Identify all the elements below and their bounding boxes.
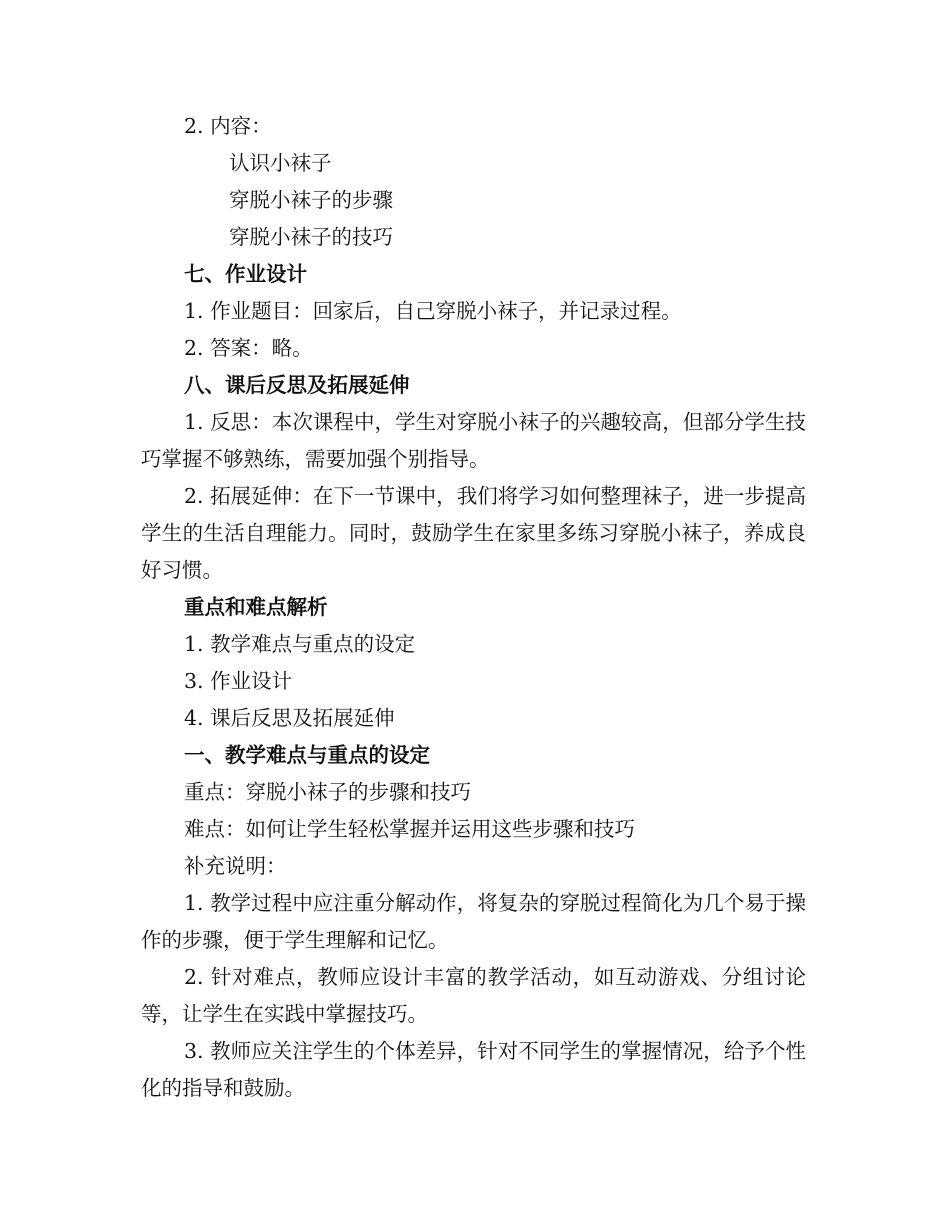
key-point: 重点：穿脱小袜子的步骤和技巧 xyxy=(184,780,471,804)
homework-item-1: 1. 作业题目：回家后，自己穿脱小袜子，并记录过程。 xyxy=(184,299,682,323)
supplement-heading: 补充说明： xyxy=(184,854,287,878)
analysis-heading: 重点和难点解析 xyxy=(184,595,328,619)
reflection-item-2: 2. 拓展延伸：在下一节课中，我们将学习如何整理袜子，进一步提高学生的生活自理能力。同时，鼓励学生在家里多练习穿脱小袜子，养成良好习惯。 xyxy=(141,484,806,582)
content-item-1: 认识小袜子 xyxy=(229,151,332,175)
section-8-heading: 八、课后反思及拓展延伸 xyxy=(184,373,410,397)
document-content xyxy=(141,108,806,1107)
content-item-3: 穿脱小袜子的技巧 xyxy=(229,225,393,249)
section-1-heading: 一、教学难点与重点的设定 xyxy=(184,743,430,767)
section-7-heading: 七、作业设计 xyxy=(184,262,307,286)
content-heading: 2. 内容： xyxy=(184,114,272,138)
difficult-point: 难点：如何让学生轻松掌握并运用这些步骤和技巧 xyxy=(184,817,635,841)
analysis-item-4: 4. 课后反思及拓展延伸 xyxy=(184,706,395,730)
analysis-item-3: 3. 作业设计 xyxy=(184,669,293,693)
reflection-item-1: 1. 反思：本次课程中，学生对穿脱小袜子的兴趣较高，但部分学生技巧掌握不够熟练，需要加强个别指导。 xyxy=(141,410,806,471)
supplement-item-2: 2. 针对难点，教师应设计丰富的教学活动，如互动游戏、分组讨论等，让学生在实践中掌握技巧。 xyxy=(141,965,806,1026)
content-item-2: 穿脱小袜子的步骤 xyxy=(229,188,393,212)
supplement-item-1: 1. 教学过程中应注重分解动作，将复杂的穿脱过程简化为几个易于操作的步骤，便于学生理解和记忆。 xyxy=(141,891,806,952)
analysis-item-1: 1. 教学难点与重点的设定 xyxy=(184,632,416,656)
supplement-item-3: 3. 教师应关注学生的个体差异，针对不同学生的掌握情况，给予个性化的指导和鼓励。 xyxy=(141,1039,806,1100)
homework-item-2: 2. 答案：略。 xyxy=(184,336,313,360)
